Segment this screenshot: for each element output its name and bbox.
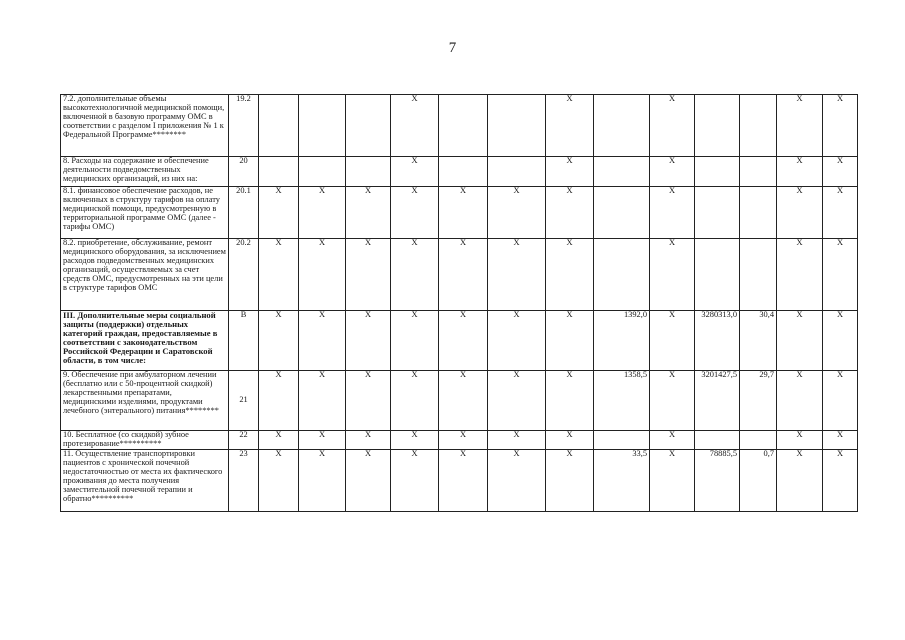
table-cell: X (546, 239, 594, 311)
table-cell (695, 187, 740, 239)
table-cell: X (777, 371, 823, 431)
table-cell: X (777, 95, 823, 157)
table-cell: X (391, 431, 439, 450)
table-cell: X (650, 311, 695, 371)
table-cell: X (546, 371, 594, 431)
table-cell: X (346, 239, 391, 311)
table-cell: X (823, 239, 858, 311)
table-cell: 78885,5 (695, 450, 740, 512)
table-cell: X (546, 450, 594, 512)
row-code: 22 (229, 431, 259, 450)
table-cell: X (650, 95, 695, 157)
table-cell: X (546, 187, 594, 239)
table-cell: X (259, 187, 299, 239)
row-name: 9. Обеспечение при амбулаторном лечении (бесплатно или с 50-процентной скидкой) лекарственными препаратами, медицинскими изделиями, продуктами лечебного (энтерального) питания******** (61, 371, 229, 431)
table-cell: X (346, 431, 391, 450)
table-cell: X (259, 431, 299, 450)
row-name: 10. Бесплатное (со скидкой) зубное протезирование********** (61, 431, 229, 450)
table-cell: X (546, 157, 594, 187)
table-cell (488, 95, 546, 157)
table-cell: X (777, 187, 823, 239)
table-cell: X (346, 371, 391, 431)
table-cell (695, 157, 740, 187)
table-cell (439, 157, 488, 187)
row-name: III. Дополнительные меры социальной защиты (поддержки) отдельных категорий граждан, предоставляемые в соответствии с законодательством Российской Федерации и Саратовской области, в том числе: (61, 311, 229, 371)
table-cell: X (391, 95, 439, 157)
table-cell (695, 239, 740, 311)
table-cell: X (823, 450, 858, 512)
table-cell: X (823, 157, 858, 187)
table-cell: X (823, 187, 858, 239)
table-cell: 1392,0 (594, 311, 650, 371)
table-cell (488, 157, 546, 187)
row-name: 7.2. дополнительные объемы высокотехнологичной медицинской помощи, включенной в базовую программу ОМС в соответствии с разделом I приложения № 1 к Федеральной Программе******** (61, 95, 229, 157)
table-cell: X (439, 431, 488, 450)
table-cell: X (439, 371, 488, 431)
table-cell: 3280313,0 (695, 311, 740, 371)
table-cell: X (823, 431, 858, 450)
table-cell: X (259, 311, 299, 371)
table-cell: X (650, 371, 695, 431)
table-cell: X (650, 431, 695, 450)
table-cell: X (823, 95, 858, 157)
table-cell: X (650, 157, 695, 187)
table-cell: X (546, 311, 594, 371)
table-cell: X (299, 239, 346, 311)
table-cell (594, 157, 650, 187)
table-cell: X (259, 450, 299, 512)
table-cell: 29,7 (740, 371, 777, 431)
table-body (61, 95, 858, 512)
row-name: 11. Осуществление транспортировки пациентов с хронической почечной недостаточностью от места их фактического проживания до места получения заместительной почечной терапии и обратно********** (61, 450, 229, 512)
table-row (61, 187, 858, 239)
table-cell: X (259, 239, 299, 311)
table-cell: X (391, 371, 439, 431)
table-cell (740, 187, 777, 239)
table-cell: X (777, 311, 823, 371)
table-cell: X (439, 239, 488, 311)
table-cell: X (488, 431, 546, 450)
table-cell (259, 157, 299, 187)
table-cell: X (650, 239, 695, 311)
table-cell: X (439, 311, 488, 371)
table-cell: X (488, 311, 546, 371)
table-cell: X (546, 95, 594, 157)
table-cell: X (439, 450, 488, 512)
table-cell: X (391, 187, 439, 239)
table-cell: X (391, 311, 439, 371)
financing-table (60, 94, 858, 512)
table-cell: X (391, 157, 439, 187)
table-cell: X (391, 239, 439, 311)
table-cell: 3201427,5 (695, 371, 740, 431)
table-row (61, 371, 858, 431)
row-code: 20.2 (229, 239, 259, 311)
row-name: 8. Расходы на содержание и обеспечение деятельности подведомственных медицинских организаций, из них на: (61, 157, 229, 187)
table-cell: X (488, 239, 546, 311)
table-cell (346, 95, 391, 157)
table-row (61, 157, 858, 187)
table-cell (594, 95, 650, 157)
table-cell: X (488, 371, 546, 431)
table-cell (299, 157, 346, 187)
row-code: В (229, 311, 259, 371)
table-cell: X (259, 371, 299, 431)
table-cell (346, 157, 391, 187)
table-cell (439, 95, 488, 157)
table-cell: 1358,5 (594, 371, 650, 431)
table-cell (594, 431, 650, 450)
table-cell: X (299, 371, 346, 431)
table-row (61, 450, 858, 512)
table-cell: X (777, 157, 823, 187)
table-row (61, 239, 858, 311)
row-name: 8.2. приобретение, обслуживание, ремонт медицинского оборудования, за исключением расходов подведомственных медицинских организаций, осуществляемых за счет средств ОМС, предусмотренных на эти цели в структуре тарифов ОМС (61, 239, 229, 311)
table-cell: X (823, 371, 858, 431)
table-row (61, 95, 858, 157)
table-cell: X (299, 450, 346, 512)
table-cell (594, 187, 650, 239)
table-cell: 0,7 (740, 450, 777, 512)
table-cell: X (777, 450, 823, 512)
table-cell: X (346, 450, 391, 512)
row-code: 19.2 (229, 95, 259, 157)
table-cell: X (439, 187, 488, 239)
table-cell: X (650, 187, 695, 239)
table-row (61, 311, 858, 371)
table-cell (740, 239, 777, 311)
table-cell: X (650, 450, 695, 512)
table-cell: 30,4 (740, 311, 777, 371)
table-cell: X (299, 187, 346, 239)
table-cell: X (777, 239, 823, 311)
row-code: 21 (229, 371, 259, 431)
table-cell: X (823, 311, 858, 371)
table-cell (740, 157, 777, 187)
row-code: 20 (229, 157, 259, 187)
table-cell (695, 95, 740, 157)
row-code: 23 (229, 450, 259, 512)
page-number: 7 (448, 40, 457, 56)
table-cell: X (488, 450, 546, 512)
table-cell (594, 239, 650, 311)
table-cell (740, 431, 777, 450)
table-cell: X (488, 187, 546, 239)
table-row (61, 431, 858, 450)
table-cell (740, 95, 777, 157)
row-name: 8.1. финансовое обеспечение расходов, не включенных в структуру тарифов на оплату медицинской помощи, предусмотренную в территориальной программе ОМС (далее - тарифы ОМС) (61, 187, 229, 239)
table-cell: X (546, 431, 594, 450)
table-cell: X (299, 311, 346, 371)
table-cell: X (391, 450, 439, 512)
table-cell (259, 95, 299, 157)
table-cell: X (777, 431, 823, 450)
table-cell: 33,5 (594, 450, 650, 512)
table-cell: X (346, 311, 391, 371)
table-cell (695, 431, 740, 450)
row-code: 20.1 (229, 187, 259, 239)
table-cell: X (299, 431, 346, 450)
table-cell (299, 95, 346, 157)
table-cell: X (346, 187, 391, 239)
